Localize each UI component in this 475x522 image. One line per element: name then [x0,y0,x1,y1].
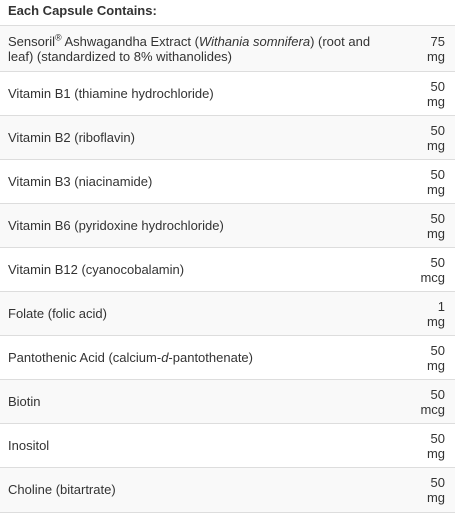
table-row [0,380,455,424]
ingredient-name: Vitamin B6 (pyridoxine hydrochloride) [0,204,401,248]
botanical-name: Withania somnifera [198,33,311,49]
table-row [0,292,455,336]
ingredient-name: Vitamin B1 (thiamine hydrochloride) [0,72,401,116]
ingredient-amount: 50 mg [401,336,455,380]
ingredient-amount: 50 mg [401,424,455,468]
ingredient-amount: 50 mg [401,160,455,204]
table-row [0,468,455,512]
table-bottom-divider [0,512,455,513]
table-row [0,26,455,72]
table-row [0,160,455,204]
ingredient-amount: 50 mcg [401,380,455,424]
table-row [0,424,455,468]
ingredient-name: Vitamin B2 (riboflavin) [0,116,401,160]
ingredient-name: Choline (bitartrate) [0,468,401,512]
header-title: Each Capsule Contains: [8,3,157,18]
ingredient-amount: 50 mg [401,468,455,512]
table-row [0,116,455,160]
ingredient-name: Vitamin B3 (niacinamide) [0,160,401,204]
ingredient-name: Pantothenic Acid (calcium-d-pantothenate) [0,336,401,380]
table-row [0,248,455,292]
ingredient-amount: 50 mg [401,204,455,248]
table-header [0,0,455,25]
ingredient-name: Vitamin B12 (cyanocobalamin) [0,248,401,292]
ingredient-amount: 1 mg [401,292,455,336]
ingredient-name: Folate (folic acid) [0,292,401,336]
ingredient-amount: 50 mg [401,72,455,116]
ingredient-amount: 50 mg [401,116,455,160]
ingredient-name: Sensoril® Ashwagandha Extract (Withania somnifera) (root and leaf) (standardized to 8% withanolides) [0,26,401,72]
ingredient-name: Inositol [0,424,401,468]
ingredient-amount: 75 mg [401,26,455,72]
italic-prefix: d [161,350,169,365]
ingredient-name: Biotin [0,380,401,424]
table-row [0,336,455,380]
table-row [0,72,455,116]
registered-mark: ® [54,32,62,43]
ingredient-amount: 50 mcg [401,248,455,292]
table-row [0,204,455,248]
ingredients-table [0,25,455,512]
